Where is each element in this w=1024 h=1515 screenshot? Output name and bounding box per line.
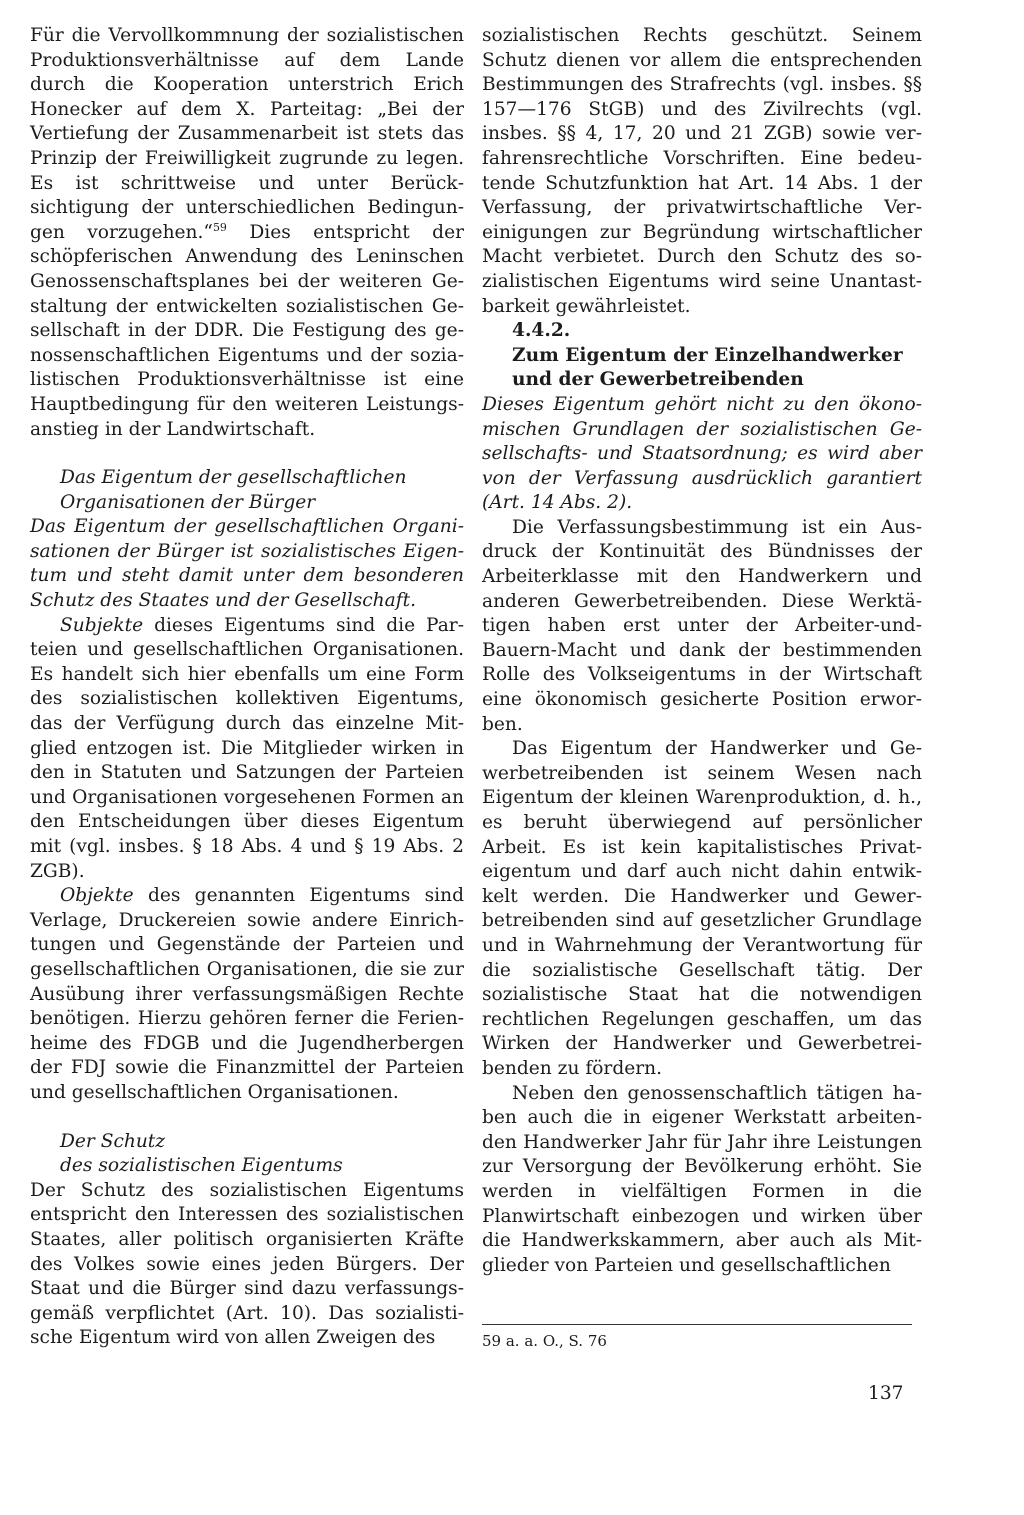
right-column [482, 24, 922, 1278]
section-title: Zum Eigentum der Einzelhandwerker [512, 344, 903, 366]
paragraph: Der Schutz des sozialistischen Eigentums entspricht den Interessen des sozialistischen Staates, aller politisch organisierten Kräfte des Volkes sowie eines jeden Bürgers. Der Staat und die Bürger sind dazu verfassungsgemäß verpflichtet (Art. 10). Das sozialistische Eigentum wird von allen Zweigen des [30, 1179, 464, 1349]
section-title: und der Gewerbetreibenden [512, 369, 804, 391]
footnote-divider [482, 1324, 912, 1325]
subheading: des sozialistischen Eigentums [60, 1155, 343, 1177]
lead-text: Das Eigentum der gesellschaftlichen Organisationen der Bürger ist sozialistisches Eigentum und steht damit unter dem besonderen Schutz des Staates und der Gesellschaft. [30, 516, 464, 612]
footnote: 59 a. a. O., S. 76 [482, 1332, 607, 1350]
paragraph [30, 884, 464, 1105]
footnote-ref: 59 [212, 220, 227, 234]
paragraph: Neben den genossenschaftlich tätigen haben auch die in eigener Werkstatt arbeitenden Handwerker Jahr für Jahr ihre Leistungen zur Versorgung der Bevölkerung erhöht. Sie werden in vielfältigen Formen in die Planwirtschaft einbezogen und wirken über die Handwerkskammern, aber auch als Mitglieder von Parteien und gesellschaftlichen [482, 1082, 922, 1276]
paragraph: Die Verfassungsbestimmung ist ein Ausdruck der Kontinuität des Bündnisses der Arbeiterklasse mit den Handwerkern und anderen Gewerbetreibenden. Diese Werktätigen haben erst unter der Arbeiter-und-Bauern-Macht und dank der bestimmenden Rolle des Volkseigentums in der Wirtschaft eine ökonomisch gesicherte Position erworben. [482, 516, 922, 735]
subheading: Organisationen der Bürger [60, 491, 316, 513]
paragraph-text: des genannten Eigentums sind Verlage, Druckereien sowie andere Einrichtungen und Gegenstände der Parteien und gesellschaftlichen Organisationen, die sie zur Ausübung ihrer verfassungsmäßigen Rechte benötigen. Hierzu gehören ferner die Ferienheime des FDGB und die Jugendherbergen der FDJ sowie die Finanzmittel der Parteien und gesellschaftlichen Organisationen. [30, 885, 464, 1103]
paragraph-text: Für die Vervollkommnung der sozialistischen Produktionsverhältnisse auf dem Lande durch die Kooperation unterstrich Erich Honecker auf dem X. Parteitag: „Bei der Vertiefung der Zusammenarbeit ist stets das Prinzip der Freiwilligkeit zugrunde zu legen. Es ist schrittweise und unter Berücksichtigung der unterschiedlichen Bedingungen vorzugehen.“ [30, 25, 464, 243]
paragraph: sozialistischen Rechts geschützt. Seinem Schutz dienen vor allem die entsprechenden Bestimmungen des Strafrechts (vgl. insbes. §§ 157—176 StGB) und des Zivilrechts (vgl. insbes. §§ 4, 17, 20 und 21 ZGB) sowie verfahrensrechtliche Vorschriften. Eine bedeutende Schutzfunktion hat Art. 14 Abs. 1 der Verfassung, der privatwirtschaftliche Vereinigungen zur Begründung wirtschaftlicher Macht verbietet. Durch den Schutz des sozialistischen Eigentums wird seine Unantastbarkeit gewährleistet. [482, 25, 922, 317]
emphasis: Objekte [60, 885, 134, 907]
paragraph [30, 614, 464, 885]
paragraph-text: Dies entspricht der schöpferischen Anwendung des Leninschen Genossenschaftsplanes bei der weiteren Gestaltung der entwickelten sozialistischen Gesellschaft in der DDR. Die Festigung des genossenschaftlichen Eigentums und der sozialistischen Produktionsverhältnisse ist eine Hauptbedingung für den weiteren Leistungsanstieg in der Landwirtschaft. [30, 221, 464, 440]
subheading: Der Schutz [60, 1130, 166, 1152]
left-column [30, 24, 464, 1351]
emphasis: Subjekte [60, 614, 144, 636]
section-number: 4.4.2. [512, 320, 571, 342]
paragraph: Das Eigentum der Handwerker und Gewerbetreibenden ist seinem Wesen nach Eigentum der kleinen Warenproduktion, d. h., es beruht überwiegend auf persönlicher Arbeit. Es ist kein kapitalistisches Privateigentum und darf auch nicht dahin entwikkelt werden. Die Handwerker und Gewerbetreibenden sind auf gesetzlicher Grundlage und in Wahrnehmung der Verantwortung für die sozialistische Gesellschaft tätig. Der sozialistische Staat hat die notwendigen rechtlichen Regelungen geschaffen, um das Wirken der Handwerker und Gewerbetreibenden zu fördern. [482, 738, 922, 1079]
lead-text: Dieses Eigentum gehört nicht zu den ökonomischen Grundlagen der sozialistischen Gesellschafts- und Staatsordnung; es wird aber von der Verfassung ausdrücklich garantiert (Art. 14 Abs. 2). [482, 393, 922, 514]
paragraph-text: dieses Eigentums sind die Parteien und gesellschaftlichen Organisationen. Es handelt sich hier ebenfalls um eine Form des sozialistischen kollektiven Eigentums, das der Verfügung durch das einzelne Mitglied entzogen ist. Die Mitglieder wirken in den in Statuten und Satzungen der Parteien und Organisationen vorgesehenen Formen an den Entscheidungen über dieses Eigentum mit (vgl. insbes. § 18 Abs. 4 und § 19 Abs. 2 ZGB). [30, 614, 464, 882]
paragraph [30, 24, 464, 442]
page-number: 137 [868, 1383, 904, 1404]
subheading: Das Eigentum der gesellschaftlichen [60, 467, 407, 489]
